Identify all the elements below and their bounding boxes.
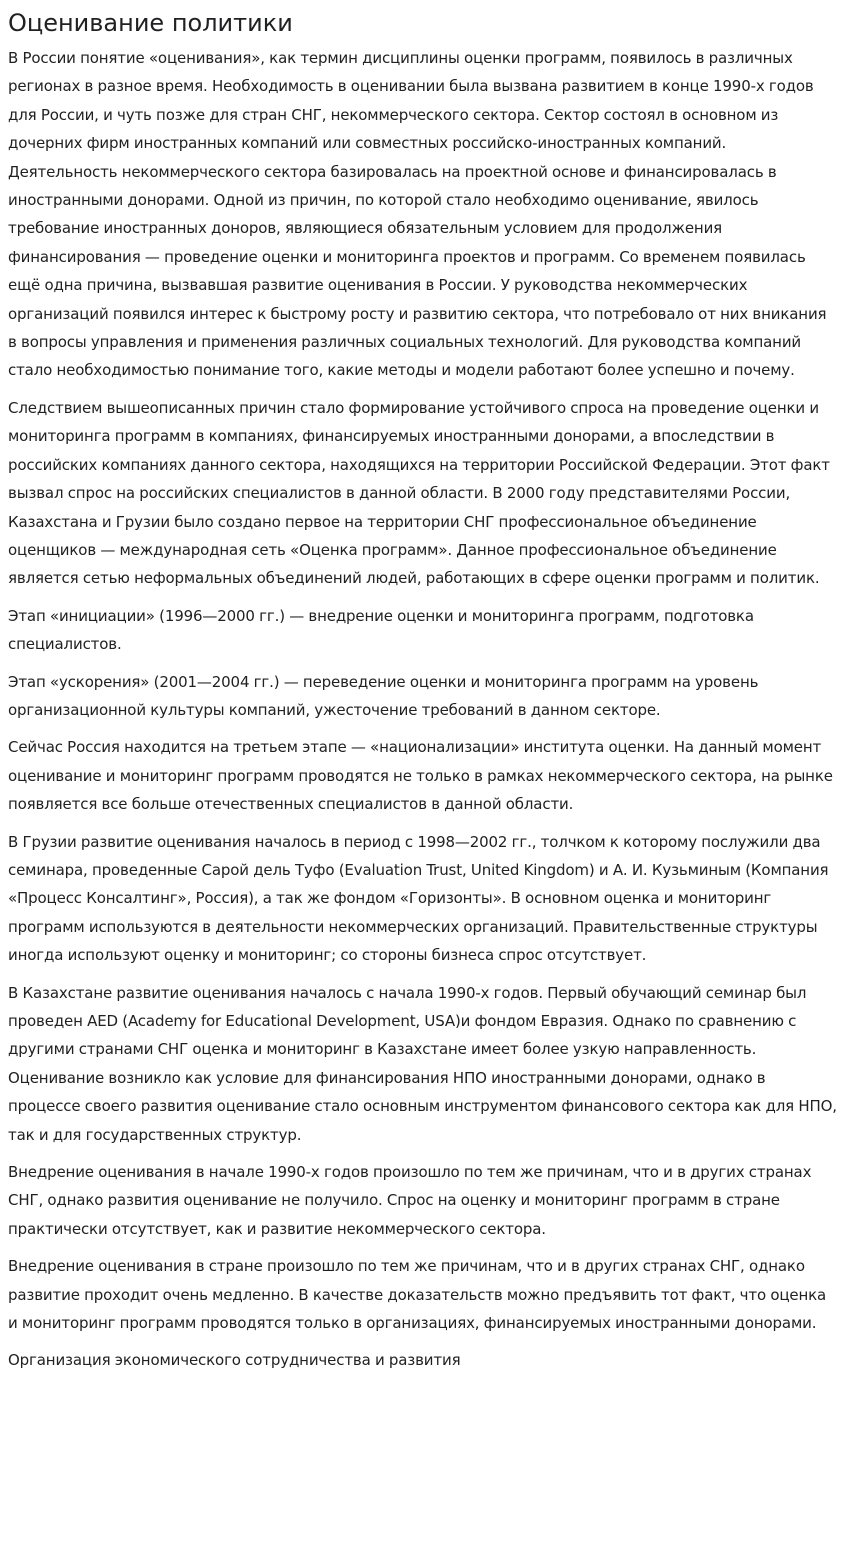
paragraph-nationalization-stage: Сейчас Россия находится на третьем этапе — «национализации» института оценки. На данный момент оценивание и мониторинг программ проводятся не только в рамках некоммерческого сектора, на рынке появляется все больше отечественных специалистов в данной области. [8,738,833,814]
paragraph-russia-origins: В России понятие «оценивания», как термин дисциплины оценки программ, появилось в различных регионах в разное время. Необходимость в оценивании была вызвана развитием в конце 1990-х годов для России, и чуть позже для стран СНГ, некоммерческого сектора. Сектор состоял в основном из дочерних фирм иностранных компаний или совместных российско-иностранных компаний. Деятельность некоммерческого сектора базировалась на проектной основе и финансировалась в иностранными донорами. Одной из причин, по которой стало необходимо оценивание, явилось требование иностранных доноров, являющиеся обязательным условием для продолжения финансирования — проведение оценки и мониторинга проектов и программ. Со временем появилась ещё одна причина, вызвавшая развитие оценивания в России. У руководства некоммерческих организаций появился интерес к быстрому росту и развитию сектора, что потребовало от них вникания в вопросы управления и применения различных социальных технологий. Для руководства компаний стало необходимостью понимание того, какие методы и модели работают более успешно и почему. [8,49,827,380]
paragraph-early-1990s: Внедрение оценивания в начале 1990-х годов произошло по тем же причинам, что и в других странах СНГ, однако развития оценивание не получило. Спрос на оценку и мониторинг программ в стране практически отсутствует, как и развитие некоммерческого сектора. [8,1163,812,1238]
paragraph-oecd: Организация экономического сотрудничества и развития [8,1351,461,1370]
paragraph-slow-development: Внедрение оценивания в стране произошло по тем же причинам, что и в других странах СНГ, однако развитие проходит очень медленно. В качестве доказательств можно предъявить тот факт, что оценка и мониторинг программ проводятся только в организациях, финансируемых иностранными донорами. [8,1257,827,1333]
paragraph-initiation-stage: Этап «инициации» (1996—2000 гг.) — внедрение оценки и мониторинга программ, подготовка специалистов. [8,606,754,654]
paragraph-kazakhstan: В Казахстане развитие оценивания началось с начала 1990-х годов. Первый обучающий семинар был проведен AED (Academy for Educational Development, USA)и фондом Евразия. Однако по сравнению с другими странами СНГ оценка и мониторинг в Казахстане имеет более узкую направленность. Оценивание возникло как условие для финансирования НПО иностранными донорами, однако в процессе своего развития оценивание стало основным инструментом финансового сектора как для НПО, так и для государственных структур. [8,983,837,1144]
paragraph-georgia: В Грузии развитие оценивания началось в период с 1998—2002 гг., толчком к которому послужили два семинара, проведенные Сарой дель Туфо (Evaluation Trust, United Kingdom) и А. И. Кузьминым (Компания «Процесс Консалтинг», Россия), а так же фондом «Горизонты». В основном оценка и мониторинг программ используются в деятельности некоммерческих организаций. Правительственные структуры иногда используют оценку и мониторинг; со стороны бизнеса спрос отсутствует. [8,832,829,965]
paragraph-acceleration-stage: Этап «ускорения» (2001—2004 гг.) — переведение оценки и мониторинга программ на уровень организационной культуры компаний, ужесточение требований в данном секторе. [8,672,759,719]
paragraph-demand-formation: Следствием вышеописанных причин стало формирование устойчивого спроса на проведение оценки и мониторинга программ в компаниях, финансируемых иностранными донорами, а впоследствии в российских компаниях данного сектора, находящихся на территории Российской Федерации. Этот факт вызвал спрос на российских специалистов в данной области. В 2000 году представителями России, Казахстана и Грузии было создано первое на территории СНГ профессиональное объединение оценщиков — международная сеть «Оценка программ». Данное профессиональное объединение является сетью неформальных объединений людей, работающих в сфере оценки программ и политик. [8,398,830,588]
section-heading: Оценивание политики [8,9,293,37]
